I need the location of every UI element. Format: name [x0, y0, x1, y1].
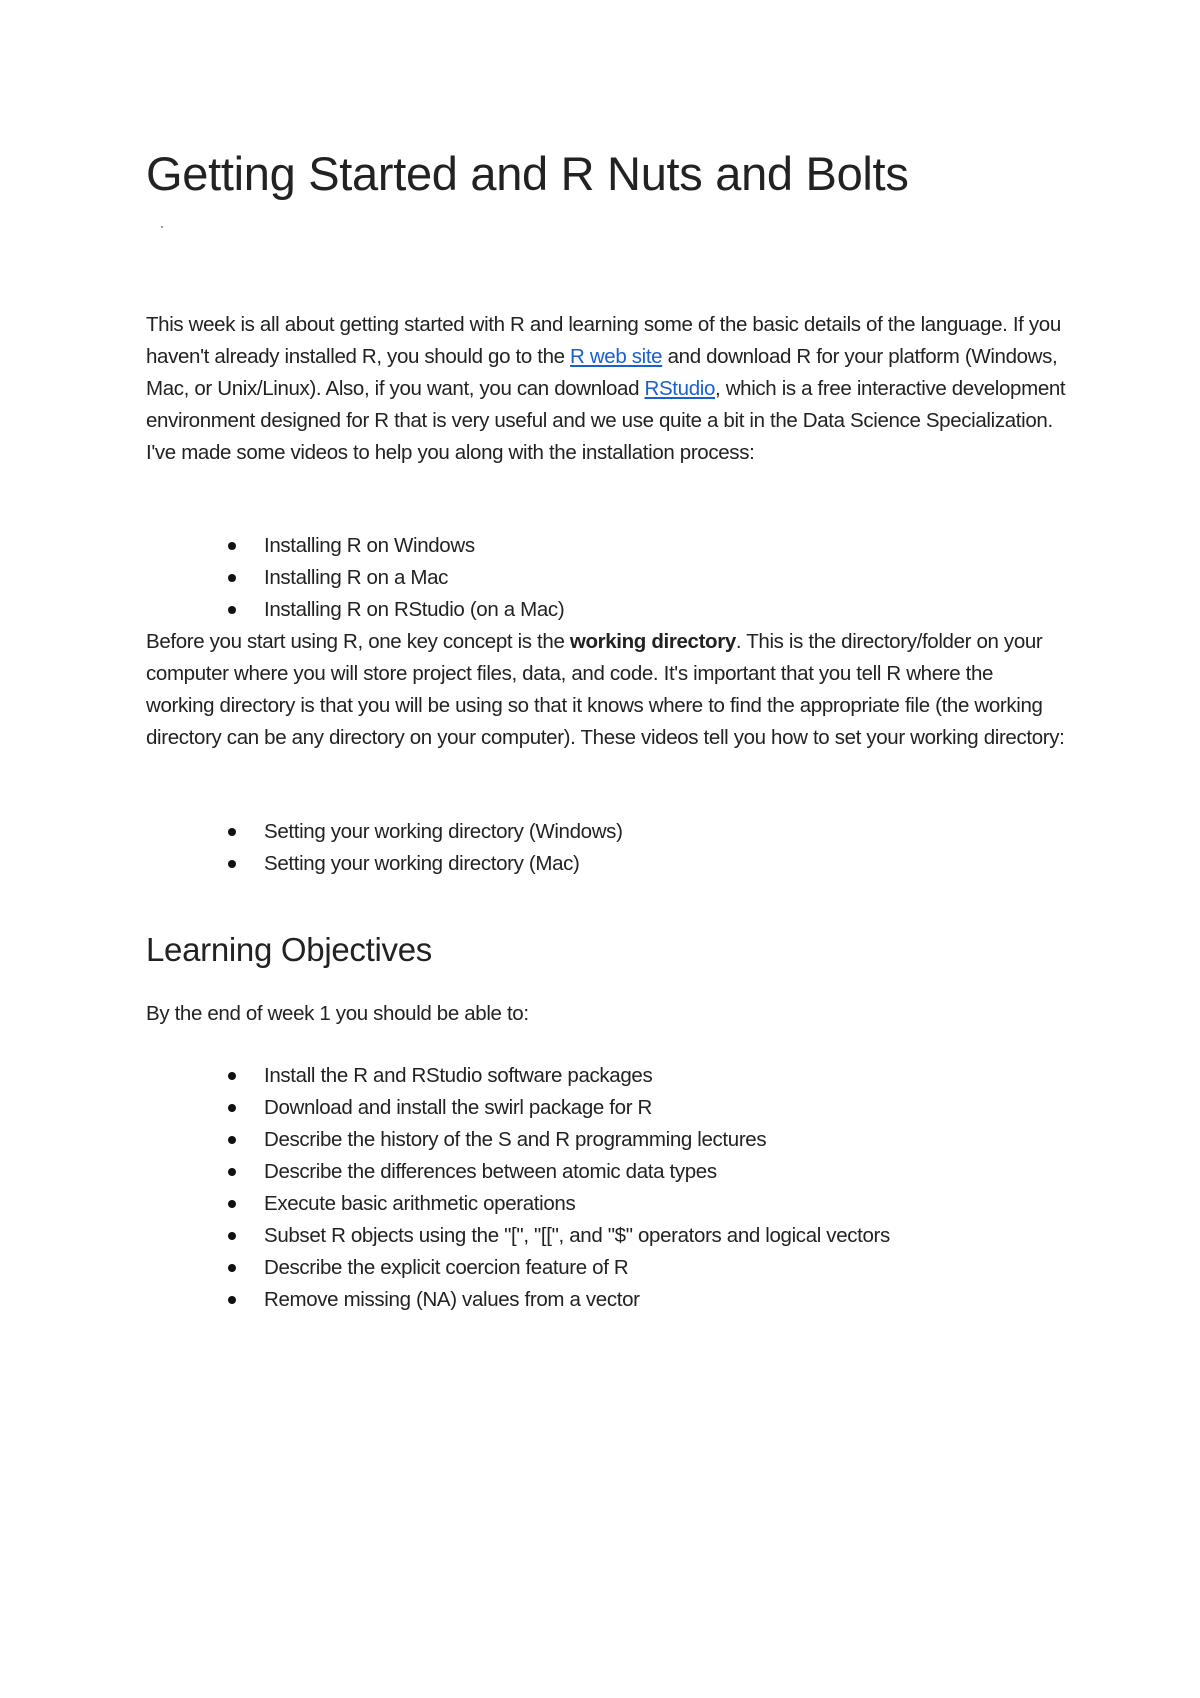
intro-text-2: and download R for your platform (Windows, Mac, or Unix/Linux). Also, if you want, you can download [146, 345, 1058, 400]
list-item-label: Install the R and RStudio software packages [264, 1064, 653, 1087]
wd-text-2: . This is the directory/folder on your computer where you will store project files, data, and code. It's important that you tell R where the working directory is that you will be using so that it knows where to find the appropriate file (the working directory can be any directory on your computer). These videos tell you how to set your working directory: [146, 630, 1065, 749]
bullet-icon [228, 542, 236, 550]
bullet-icon [228, 1104, 236, 1112]
list-item[interactable] [146, 594, 564, 626]
list-item [146, 1252, 890, 1284]
install-video-list [146, 530, 564, 626]
list-item [146, 1092, 890, 1124]
objectives-list [146, 1060, 890, 1316]
list-item [146, 1156, 890, 1188]
bullet-icon [228, 1200, 236, 1208]
list-item-label: Installing R on Windows [264, 534, 475, 557]
list-item-label: Execute basic arithmetic operations [264, 1192, 576, 1215]
bullet-icon [228, 828, 236, 836]
bullet-icon [228, 860, 236, 868]
bullet-icon [228, 1168, 236, 1176]
list-item-label: Describe the history of the S and R programming lectures [264, 1128, 767, 1151]
objectives-lead: By the end of week 1 you should be able to: [146, 1002, 529, 1025]
page-title: Getting Started and R Nuts and Bolts [146, 147, 909, 200]
bullet-icon [228, 1136, 236, 1144]
list-item-label: Setting your working directory (Mac) [264, 852, 580, 875]
list-item [146, 1220, 890, 1252]
r-website-link[interactable]: R web site [570, 345, 663, 368]
list-item-label: Installing R on RStudio (on a Mac) [264, 598, 565, 621]
list-item-label: Subset R objects using the "[", "[[", and "$" operators and logical vectors [264, 1224, 890, 1247]
list-item-label: Describe the differences between atomic data types [264, 1160, 717, 1183]
list-item [146, 1124, 890, 1156]
list-item-label: Download and install the swirl package for R [264, 1096, 652, 1119]
bullet-icon [228, 1232, 236, 1240]
wd-text-1: Before you start using R, one key concept is the [146, 630, 570, 653]
rstudio-link[interactable]: RStudio [644, 377, 715, 400]
working-directory-video-list [146, 816, 623, 880]
bullet-icon [228, 1264, 236, 1272]
working-directory-paragraph [146, 626, 1066, 754]
list-item[interactable] [146, 530, 564, 562]
wd-bold-term: working directory [569, 630, 736, 653]
list-item[interactable] [146, 848, 623, 880]
bullet-icon [228, 574, 236, 582]
list-item-label: Describe the explicit coercion feature of R [264, 1256, 629, 1279]
list-item [146, 1060, 890, 1092]
list-item-label: Setting your working directory (Windows) [264, 820, 623, 843]
bullet-icon [228, 1072, 236, 1080]
list-item[interactable] [146, 562, 564, 594]
section-heading-objectives: Learning Objectives [146, 931, 432, 968]
bullet-icon [228, 1296, 236, 1304]
bullet-icon [228, 606, 236, 614]
list-item [146, 1284, 890, 1316]
intro-paragraph [146, 309, 1066, 469]
intro-text-3: , which is a free interactive development environment designed for R that is very useful and we use quite a bit in the Data Science Specialization. I've made some videos to help you along with the installation process: [146, 377, 1066, 464]
list-item [146, 1188, 890, 1220]
decorative-dot [161, 226, 163, 228]
list-item-label: Remove missing (NA) values from a vector [264, 1288, 640, 1311]
intro-text-1: This week is all about getting started with R and learning some of the basic details of the language. If you haven't already installed R, you should go to the [146, 313, 1061, 368]
list-item[interactable] [146, 816, 623, 848]
list-item-label: Installing R on a Mac [264, 566, 449, 589]
